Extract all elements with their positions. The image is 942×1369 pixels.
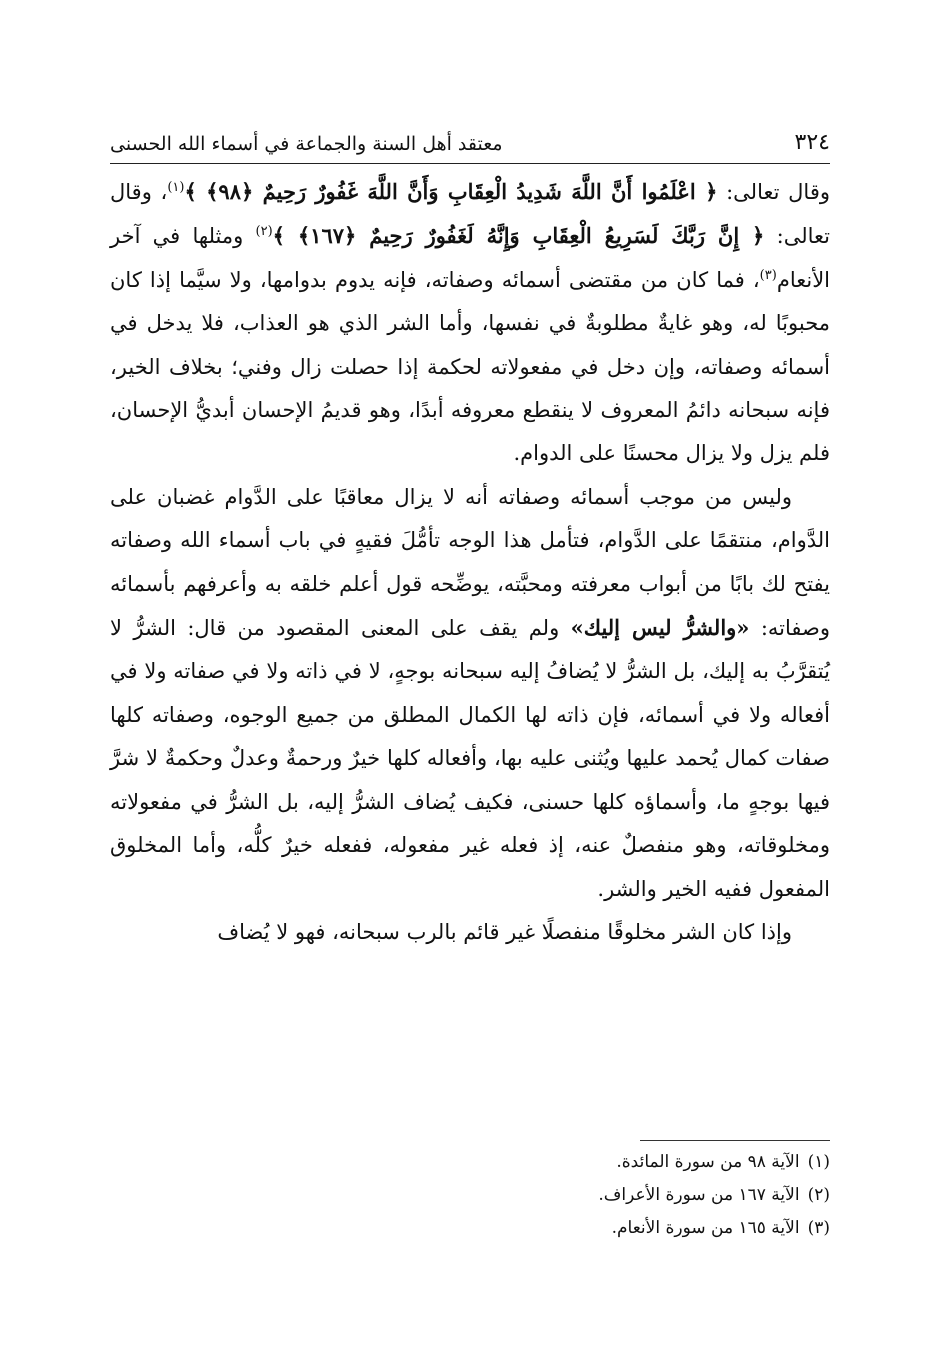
footnote-reference: (٣) [759,267,777,283]
page-number: ٣٢٤ [794,130,830,155]
quran-verse: ﴿ إِنَّ رَبَّكَ لَسَرِيعُ الْعِقَابِ وَإِنَّهُ لَغَفُورٌ رَحِيمٌ ﴿١٦٧﴾ ﴾ [272,223,765,249]
footnote-number: (١) [807,1152,830,1172]
footnote-text: الآية ١٦٥ من سورة الأنعام. [611,1218,800,1238]
text-run: وليس من موجب أسمائه وصفاته أنه لا يزال معاقبًا على الدَّوام غضبان على الدَّوام، منتقمًا على الدَّوام، فتأمل هذا الوجه تأمُّلَ فقيهٍ في باب أسماء الله وصفاته يفتح لك بابًا من أبواب معرفته ومحبَّته، يوضِّحه قول أعلم خلقه به وأعرفهم بأسمائه وصفاته: [110,484,830,641]
text-run: ومثلها في آخر الأنعام [110,224,830,292]
footnote-2 [300,1179,830,1212]
footnote-reference: (٢) [255,224,273,240]
running-title: معتقد أهل السنة والجماعة في أسماء الله الحسنى [110,133,503,155]
footnote-text: الآية ١٦٧ من سورة الأعراف. [598,1185,800,1205]
main-text [110,170,830,954]
quran-verse: ﴿ اعْلَمُوا أَنَّ اللَّهَ شَدِيدُ الْعِقَابِ وَأَنَّ اللَّهَ غَفُورٌ رَحِيمٌ ﴿٩٨﴾ ﴾ [184,179,718,204]
paragraph-2 [110,476,830,911]
hadith-quote: «والشرُّ ليس إليك» [570,615,750,641]
paragraph-3 [110,911,830,954]
text-run: ، فما كان من مقتضى أسمائه وصفاته، فإنه يدوم بدوامها، ولا سيَّما إذا كان محبوبًا له، وهو غايةٌ مطلوبةٌ في نفسها، وأما الشر الذي هو العذاب، فلا يدخل في أسمائه وصفاته، وإن دخل في مفعولاته لحكمة إذا حصلت زال وفني؛ بخلاف الخير، فإنه سبحانه دائمُ المعروف لا ينقطع معروفه أبدًا، وهو قديمُ الإحسان أبديُّ الإحسان، فلم يزل ولا يزال محسنًا على الدوام. [110,267,830,466]
text-run: ، وقال تعالى: [110,180,830,249]
page-header [110,128,830,162]
footnotes [300,1146,830,1245]
text-run: وإذا كان الشر مخلوقًا منفصلًا غير قائم بالرب سبحانه، فهو لا يُضاف [217,919,792,944]
footnote-number: (٣) [807,1218,830,1238]
footnote-3 [300,1212,830,1245]
paragraph-1 [110,170,830,476]
text-run: وقال تعالى: [717,180,830,204]
footnote-1 [300,1146,830,1179]
footnote-reference: (١) [167,180,185,195]
footnote-number: (٢) [807,1185,830,1205]
text-run: ولم يقف على المعنى المقصود من قال: الشرُّ لا يُتقرَّبُ به إليك، بل الشرُّ لا يُضافُ إليه سبحانه بوجهٍ، لا في ذاته ولا في صفاته ولا في أفعاله ولا في أسمائه، فإن ذاته لها الكمال المطلق من جميع الوجوه، وصفاته كلها صفات كمال يُحمد عليها ويُثنى عليه بها، وأفعاله كلها خيرٌ ورحمةٌ وعدلٌ وحكمةٌ لا شرَّ فيها بوجهٍ ما، وأسماؤه كلها حسنى، فكيف يُضاف الشرُّ إليه، بل الشرُّ في مفعولاته ومخلوقاته، وهو منفصلٌ عنه، إذ فعله غير مفعوله، ففعله خيرٌ كلُّه، وأما المخلوق المفعول ففيه الخير والشر. [110,616,830,901]
footnote-divider [640,1140,830,1141]
footnote-text: الآية ٩٨ من سورة المائدة. [616,1152,800,1172]
header-divider [110,163,830,164]
